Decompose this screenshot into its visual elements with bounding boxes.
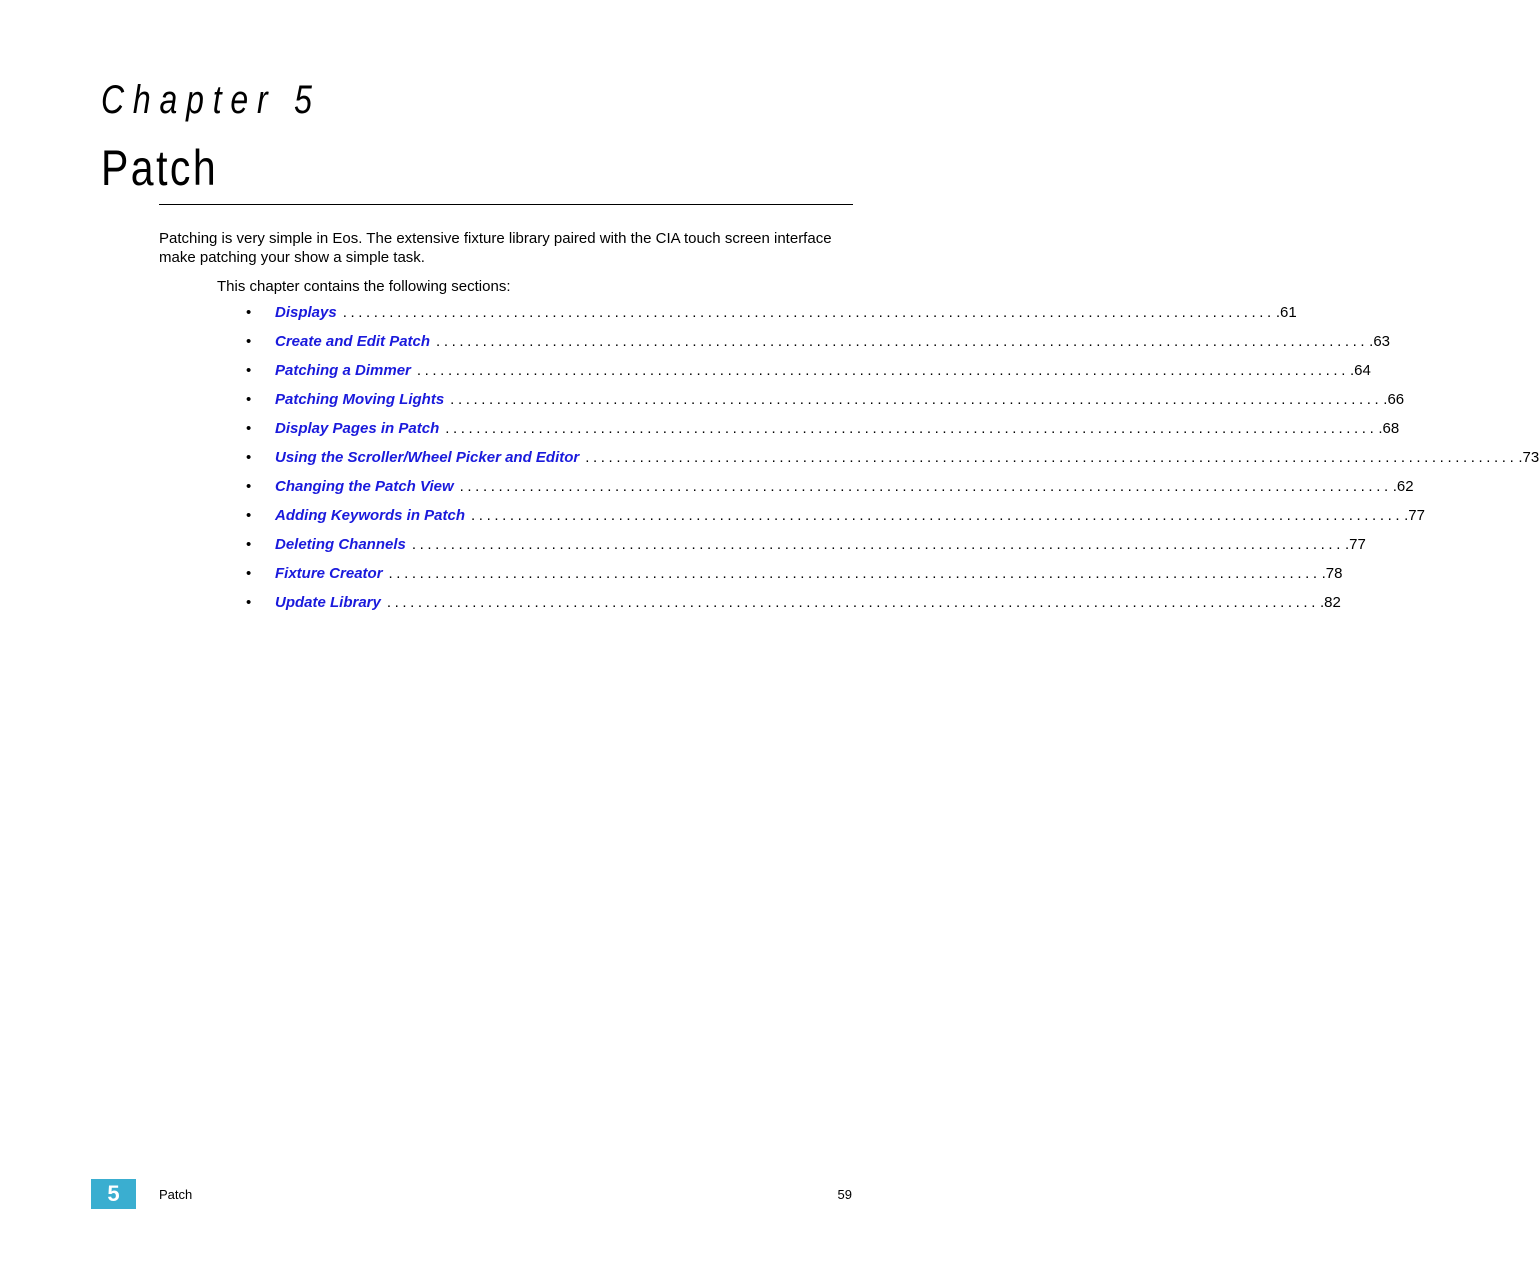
page-number: .62 (1392, 478, 1414, 495)
section-link-deleting-channels[interactable]: Deleting Channels (275, 536, 406, 553)
title-divider (159, 204, 853, 205)
toc-entry (275, 332, 1391, 352)
section-link-patching-a-dimmer[interactable]: Patching a Dimmer (275, 362, 411, 379)
footer-page-number: 59 (837, 1187, 852, 1202)
toc-entry (275, 593, 1341, 613)
page-title: Patch (101, 140, 219, 196)
intro-paragraph: Patching is very simple in Eos. The extensive fixture library paired with the CIA touch screen interface make patching your show a simple task. (159, 230, 832, 266)
footer-chapter-title: Patch (159, 1187, 193, 1202)
toc-entry (275, 477, 1414, 497)
toc-entry (275, 535, 1366, 555)
bullet: • (246, 420, 252, 437)
dot-leader: ........................................................................................................................ (411, 536, 1344, 553)
page-number: .66 (1383, 391, 1405, 408)
bullet: • (246, 304, 252, 321)
page-number: .77 (1404, 507, 1425, 524)
bullet: • (246, 449, 252, 466)
toc-entry (275, 361, 1371, 381)
section-link-update-library[interactable]: Update Library (275, 593, 381, 611)
dot-leader: ........................................................................................................................ (386, 593, 1319, 611)
list-item (246, 361, 1371, 390)
toc-entry (275, 303, 1297, 323)
bullet: • (246, 536, 252, 553)
section-link-patching-moving-lights[interactable]: Patching Moving Lights (275, 391, 445, 408)
section-link-create-and-edit-patch[interactable]: Create and Edit Patch (275, 333, 431, 350)
page-number: .64 (1349, 362, 1371, 379)
list-item (246, 303, 1297, 332)
dot-leader: ........................................................................................................................ (436, 333, 1369, 350)
section-link-fixture-creator[interactable]: Fixture Creator (275, 565, 383, 582)
toc-entry (275, 419, 1400, 439)
dot-leader: ........................................................................................................................ (416, 362, 1349, 379)
list-item (246, 448, 1539, 477)
page-number: .73 (1518, 449, 1539, 466)
bullet: • (246, 593, 252, 611)
list-item (246, 332, 1391, 361)
bullet: • (246, 565, 252, 582)
dot-leader: ........................................................................................................................ (459, 478, 1392, 495)
section-link-adding-keywords-in-patch[interactable]: Adding Keywords in Patch (275, 507, 466, 524)
page-number: .82 (1319, 593, 1341, 611)
list-item (246, 477, 1414, 506)
list-item (246, 535, 1366, 564)
section-link-changing-the-patch-view[interactable]: Changing the Patch View (275, 478, 454, 495)
page-number: .61 (1275, 304, 1297, 321)
dot-leader: ........................................................................................................................ (342, 304, 1275, 321)
list-item (246, 506, 1425, 535)
chapter-label: Chapter 5 (101, 78, 321, 122)
page-number: .63 (1369, 333, 1391, 350)
list-item (246, 593, 1341, 622)
sections-intro: This chapter contains the following sections: (217, 278, 511, 295)
bullet: • (246, 333, 252, 350)
dot-leader: ........................................................................................................................ (585, 449, 1518, 466)
dot-leader: ........................................................................................................................ (450, 391, 1383, 408)
bullet: • (246, 391, 252, 408)
section-link-using-the-scroller-wheel-picker[interactable]: Using the Scroller/Wheel Picker and Editor (275, 449, 580, 466)
bullet: • (246, 507, 252, 524)
page-number: .68 (1378, 420, 1400, 437)
list-item (246, 419, 1400, 448)
section-list (246, 303, 1539, 621)
dot-leader: ........................................................................................................................ (445, 420, 1378, 437)
page-number: .77 (1344, 536, 1366, 553)
bullet: • (246, 478, 252, 495)
dot-leader: ........................................................................................................................ (388, 565, 1321, 582)
section-link-displays[interactable]: Displays (275, 304, 337, 321)
toc-entry (275, 390, 1405, 410)
bullet: • (246, 362, 252, 379)
toc-entry (275, 506, 1425, 526)
toc-entry (275, 448, 1539, 468)
list-item (246, 564, 1343, 593)
dot-leader: ........................................................................................................................ (471, 507, 1404, 524)
list-item (246, 390, 1405, 419)
page-number: .78 (1321, 565, 1343, 582)
section-link-display-pages-in-patch[interactable]: Display Pages in Patch (275, 420, 440, 437)
chapter-number-tab: 5 (91, 1179, 136, 1209)
toc-entry (275, 564, 1343, 584)
